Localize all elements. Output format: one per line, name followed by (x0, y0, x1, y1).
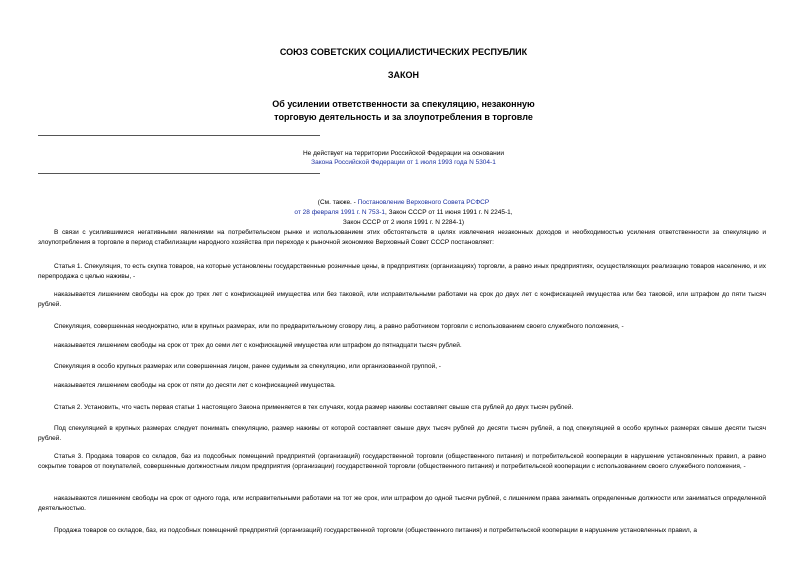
law-title-line-2: торговую деятельность и за злоупотребления в торговле (274, 112, 533, 122)
see-also-rest-1: , Закон СССР от 11 июня 1991 г. N 2245-1, (385, 209, 513, 216)
divider-bottom (38, 173, 320, 174)
paragraph-article-1-part-2: Спекуляция, совершенная неоднократно, или в крупных размерах, или по предварительному сговору лиц, а равно работником торговли с использованием своего служебного положения, - (54, 323, 624, 330)
see-also-link-resolution-date[interactable]: от 28 февраля 1991 г. N 753-1 (294, 209, 386, 216)
law-heading: ЗАКОН (387, 70, 420, 80)
see-also-prefix: (См. также. - (317, 199, 358, 206)
see-also-line-1 (0, 198, 807, 207)
paragraph-article-1-part-2-penalty: наказывается лишением свободы на срок от трех до семи лет с конфискацией имущества или штрафом до пятнадцати тысяч рублей. (54, 342, 462, 349)
paragraph-article-3: Статья 3. Продажа товаров со складов, баз из подсобных помещений предприятий (организаций) государственной торговли (общественного питания) и потребительской кооперации в нарушение установленных правил, а равно сокрытие товаров от покупателей, совершенные должностным лицом предприятия (организации) государственной торговли (общественного питания) и потребительской кооперации с использованием своего служебного положения, - (38, 453, 766, 470)
see-also-link-resolution[interactable]: Постановление Верховного Совета РСФСР (357, 199, 490, 206)
notice-link[interactable]: Закона Российской Федерации от 1 июля 1993 года N 5304-1 (311, 159, 496, 166)
notice-link-line (0, 158, 807, 167)
notice-text: Не действует на территории Российской Федерации на основании (302, 150, 505, 157)
see-also-line-3: Закон СССР от 2 июля 1991 г. N 2284-1) (342, 219, 465, 226)
paragraph-article-2-part-2: Под спекуляцией в крупных размерах следует понимать спекуляцию, размер наживы от которой составляет свыше двух тысяч рублей до десяти тысяч рублей, а под спекуляцией в особо крупных размерах свыше десяти тысяч рублей. (38, 425, 766, 442)
paragraph-article-3-penalty: наказываются лишением свободы на срок от одного года, или исправительными работами на тот же срок, или штрафом до одной тысячи рублей, с лишением права занимать определенные должности или заниматься определенной деятельностью. (38, 495, 766, 512)
paragraph-article-2: Статья 2. Установить, что часть первая статьи 1 настоящего Закона применяется в тех случаях, когда размер наживы составляет свыше ста рублей до двух тысяч рублей. (54, 404, 574, 411)
paragraph-article-1-part-3-penalty: наказывается лишением свободы на срок от пяти до десяти лет с конфискацией имущества. (54, 382, 336, 389)
paragraph-article-3-part-2: Продажа товаров со складов, баз, из подсобных помещений предприятий (организаций) государственной торговли (общественного питания) и потребительской кооперации в нарушение установленных правил, а (54, 527, 697, 534)
paragraph-article-1-penalty: наказывается лишением свободы на срок до трех лет с конфискацией имущества или без таковой, или исправительными работами на срок до двух лет с конфискацией имущества или без таковой, или штрафом до пяти тысяч рублей. (38, 291, 766, 308)
see-also-line-2 (0, 208, 807, 217)
divider-top (38, 135, 320, 136)
paragraph-article-1-part-3: Спекуляция в особо крупных размерах или совершенная лицом, ранее судимым за спекуляцию, или организованной группой, - (54, 363, 441, 370)
union-heading: СОЮЗ СОВЕТСКИХ СОЦИАЛИСТИЧЕСКИХ РЕСПУБЛИК (279, 47, 528, 57)
law-title-line-1: Об усилении ответственности за спекуляцию, незаконную (272, 99, 535, 109)
paragraph-article-1: Статья 1. Спекуляция, то есть скупка товаров, на которые установлены государственные розничные цены, в предприятиях (организациях) торговли, а равно иных предприятиях, осуществляющих реализацию товаров населению, и их перепродажа с целью наживы, - (38, 263, 766, 280)
paragraph-preamble: В связи с усилившимися негативными явлениями на потребительском рынке и использованием этих обстоятельств в целях извлечения незаконных доходов и необходимостью усиления ответственности за спекуляцию и злоупотребления в торговле в период стабилизации народного хозяйства при переходе к рыночной экономике Верховный Совет СССР постановляет: (38, 229, 766, 246)
